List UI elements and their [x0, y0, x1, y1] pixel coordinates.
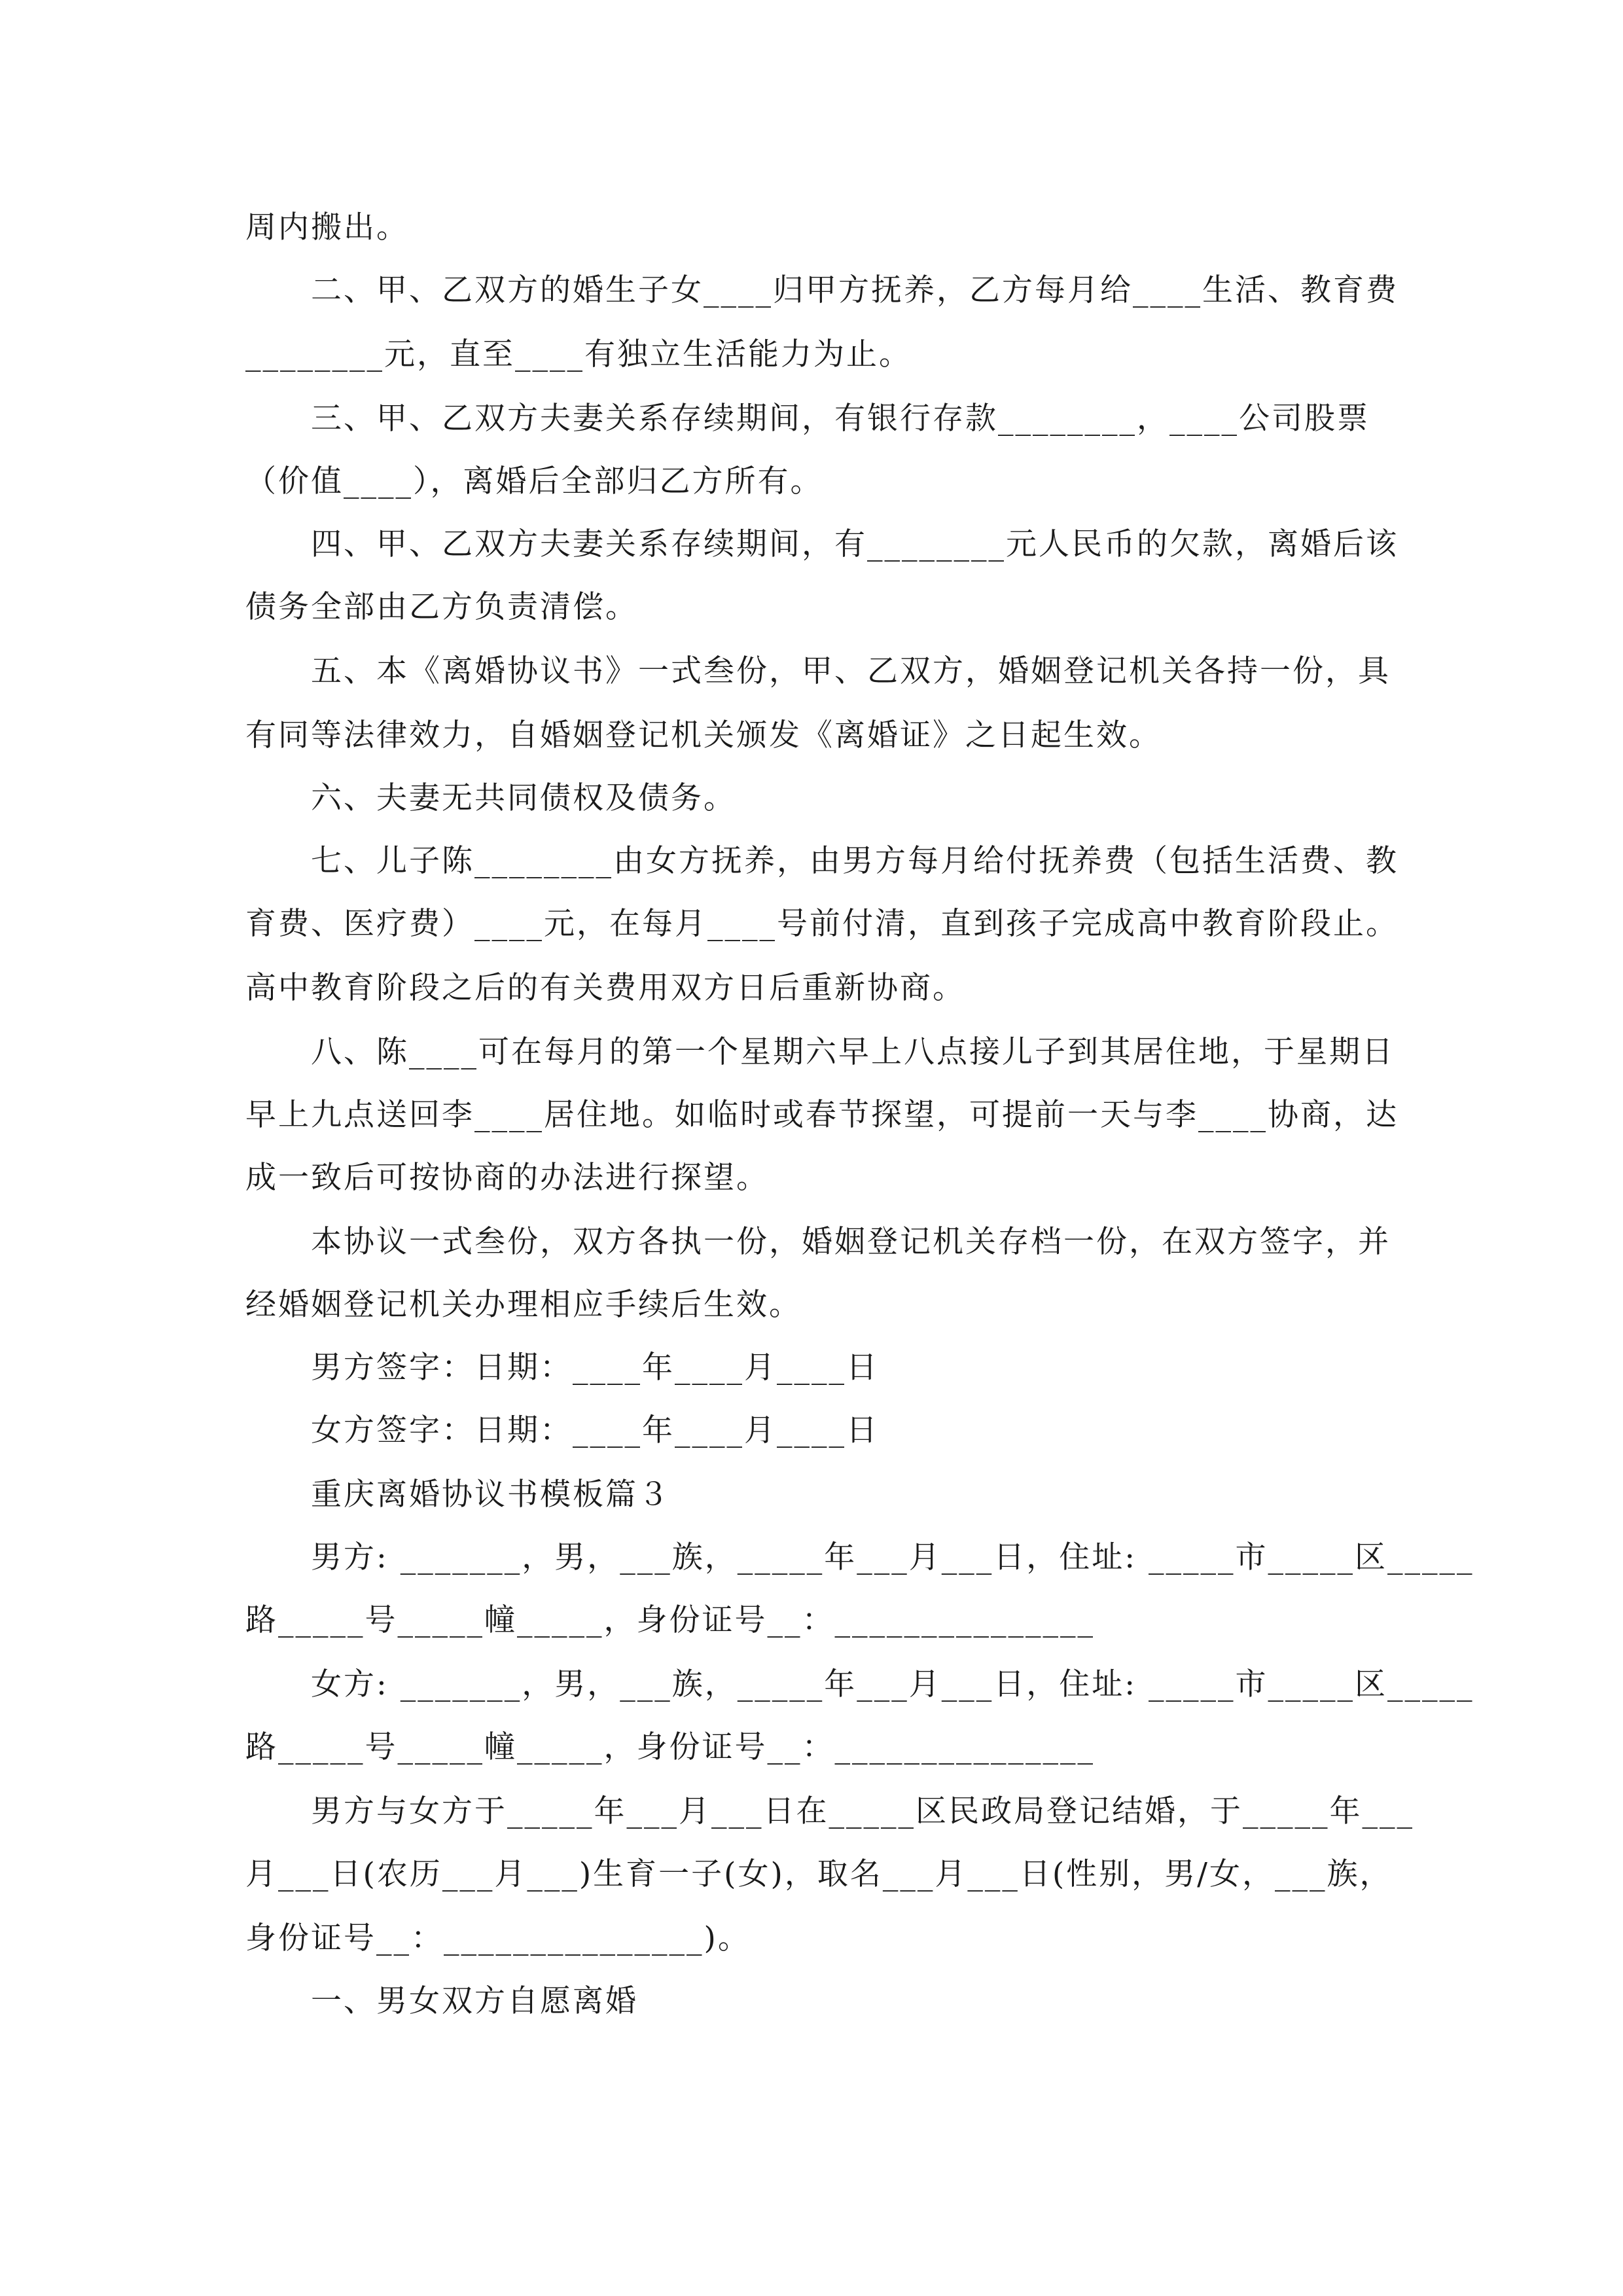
text-line	[0, 1982, 1623, 2021]
text-line	[0, 335, 1623, 374]
text-line	[0, 1033, 1623, 1072]
line-text: 六、夫妻无共同债权及债务。	[311, 780, 736, 816]
text-line	[0, 462, 1623, 501]
text-line	[0, 1919, 1623, 1958]
text-line	[0, 716, 1623, 755]
line-text: 有同等法律效力，自婚姻登记机关颁发《离婚证》之日起生效。	[245, 717, 1162, 753]
line-text: 路_____号_____幢_____，身份证号__：_______________	[245, 1729, 1095, 1765]
line-text: 一、男女双方自愿离婚	[311, 1983, 638, 2019]
text-line	[0, 1285, 1623, 1325]
text-line	[0, 1158, 1623, 1198]
line-text: 经婚姻登记机关办理相应手续后生效。	[245, 1287, 802, 1323]
line-text: 二、甲、乙双方的婚生子女____归甲方抚养，乙方每月给____生活、教育费	[311, 272, 1399, 308]
text-line	[0, 969, 1623, 1008]
text-line	[0, 1538, 1623, 1577]
text-line	[0, 779, 1623, 818]
line-text: 债务全部由乙方负责清偿。	[245, 589, 638, 625]
text-line	[0, 1348, 1623, 1388]
text-line	[0, 208, 1623, 247]
line-text: 路_____号_____幢_____，身份证号__：_______________	[245, 1602, 1095, 1638]
line-text: 女方签字：日期：____年____月____日	[311, 1412, 879, 1448]
line-text: 月___日(农历___月___)生育一子(女)，取名___月___日(性别，男/女，___族，	[245, 1856, 1393, 1892]
line-text: 四、甲、乙双方夫妻关系存续期间，有________元人民币的欠款，离婚后该	[311, 526, 1399, 562]
line-text: 周内搬出。	[245, 209, 409, 245]
line-text: 重庆离婚协议书模板篇３	[311, 1477, 671, 1513]
line-text: 男方: _______，男，___族，_____年___月___日，住址: _____市_____区_____	[311, 1539, 1474, 1575]
text-line	[0, 842, 1623, 881]
line-text: 三、甲、乙双方夫妻关系存续期间，有银行存款________，____公司股票	[311, 401, 1370, 437]
line-text: 本协议一式叁份，双方各执一份，婚姻登记机关存档一份，在双方签字，并	[311, 1224, 1391, 1260]
text-line	[0, 1601, 1623, 1640]
line-text: 七、儿子陈________由女方抚养，由男方每月给付抚养费（包括生活费、教	[311, 843, 1399, 879]
line-text: （价值____），离婚后全部归乙方所有。	[245, 463, 823, 499]
text-line	[0, 525, 1623, 564]
text-line	[0, 1475, 1623, 1515]
line-text: 高中教育阶段之后的有关费用双方日后重新协商。	[245, 970, 965, 1006]
line-text: 成一致后可按协商的办法进行探望。	[245, 1160, 769, 1196]
text-line	[0, 271, 1623, 310]
line-text: 育费、医疗费）____元，在每月____号前付清，直到孩子完成高中教育阶段止。	[245, 906, 1399, 942]
line-text: 身份证号__：_______________)。	[245, 1920, 751, 1956]
text-line	[0, 1792, 1623, 1831]
text-line	[0, 1855, 1623, 1894]
line-text: 八、陈____可在每月的第一个星期六早上八点接儿子到其居住地，于星期日	[311, 1034, 1395, 1070]
line-text: 男方与女方于_____年___月___日在_____区民政局登记结婚，于_____年___	[311, 1793, 1414, 1829]
text-line	[0, 905, 1623, 944]
text-line	[0, 1728, 1623, 1767]
line-text: 女方: _______，男，___族，_____年___月___日，住址: _____市_____区_____	[311, 1666, 1474, 1702]
text-line	[0, 1665, 1623, 1704]
line-text: ________元，直至____有独立生活能力为止。	[245, 336, 912, 372]
text-line	[0, 588, 1623, 627]
text-line	[0, 399, 1623, 439]
text-line	[0, 652, 1623, 691]
text-line	[0, 1411, 1623, 1450]
line-text: 早上九点送回李____居住地。如临时或春节探望，可提前一天与李____协商，达	[245, 1097, 1399, 1133]
text-line	[0, 1096, 1623, 1135]
line-text: 男方签字：日期：____年____月____日	[311, 1350, 879, 1386]
text-line	[0, 1223, 1623, 1262]
line-text: 五、本《离婚协议书》一式叁份，甲、乙双方，婚姻登记机关各持一份，具	[311, 653, 1391, 689]
